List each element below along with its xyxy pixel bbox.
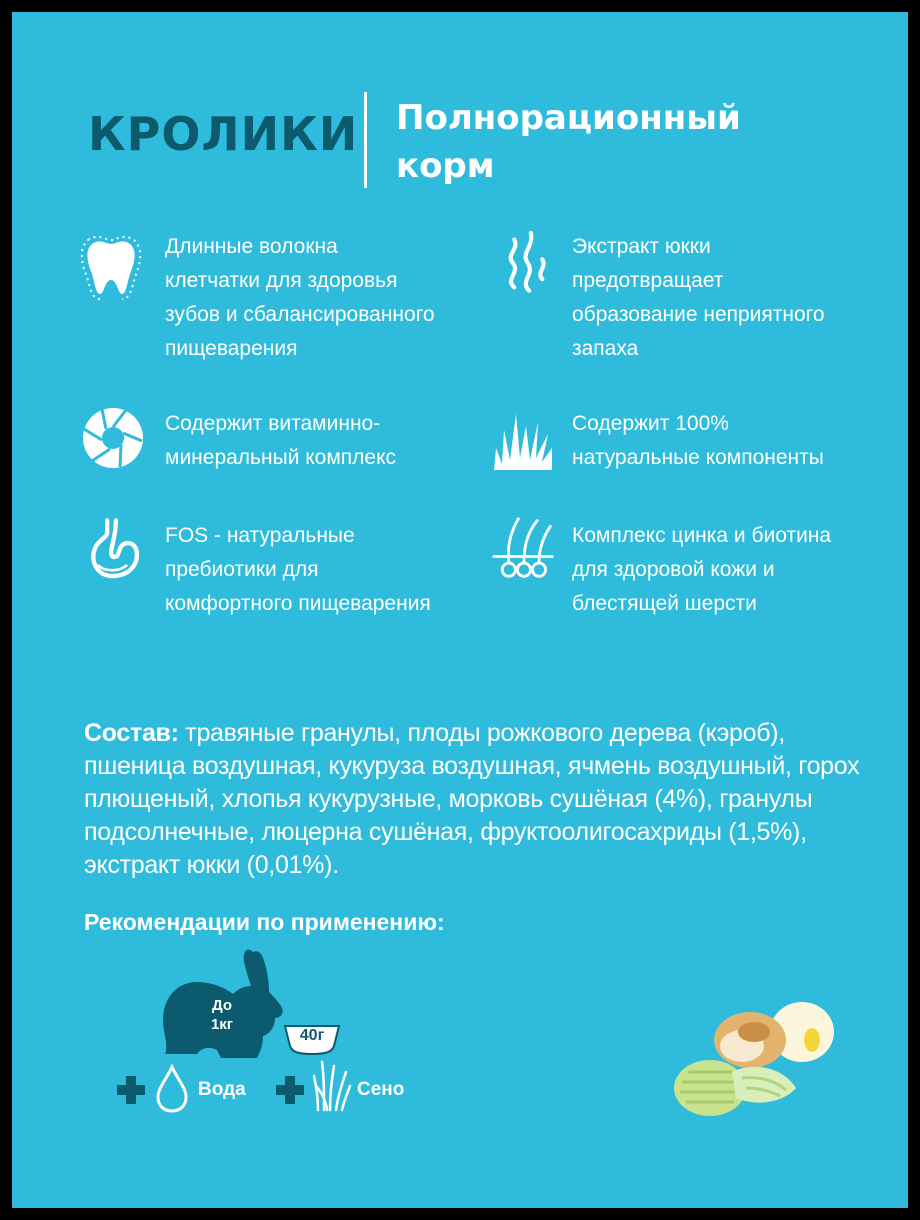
feature-line: для здоровой кожи и	[572, 558, 775, 581]
feature-line: натуральные компоненты	[572, 446, 824, 469]
water-label: Вода	[198, 1079, 246, 1100]
feature-line: блестящей шерсти	[572, 592, 757, 615]
stomach-icon	[82, 517, 148, 583]
feature-fiber	[165, 230, 435, 366]
water-drop-icon	[154, 1064, 190, 1114]
feature-line: образование неприятного	[572, 303, 825, 326]
composition-body: травяные гранулы, плоды рожкового дерева (кэроб), пшеница воздушная, кукуруза воздушная, ячмень воздушный, горох плющеный, хлопья кукурузные, морковь сушёная (4%), гранулы подсолнечные, люцерна сушёная, фруктоолигосахриды (1,5%), экстракт юкки (0,01%).	[84, 719, 860, 879]
feature-line: зубов и сбалансированного	[165, 303, 435, 326]
feature-line: пребиотики для	[165, 558, 319, 581]
product-card	[12, 12, 908, 1208]
feature-line: пищеварения	[165, 337, 298, 360]
recommendations-title: Рекомендации по применению:	[84, 909, 445, 935]
feature-line: предотвращает	[572, 269, 724, 292]
food-pellets-image	[662, 992, 842, 1122]
feature-line: Длинные волокна	[165, 235, 338, 258]
subtitle-line-1: Полнорационный	[396, 98, 741, 138]
feature-fos	[165, 519, 431, 621]
odor-waves-icon	[492, 228, 558, 294]
aperture-icon	[80, 405, 146, 471]
subtitle-line-2: корм	[396, 146, 495, 186]
composition-text	[84, 717, 874, 882]
weight-line-2: 1кг	[210, 1016, 234, 1033]
feature-natural	[572, 407, 824, 475]
feature-yucca	[572, 230, 825, 366]
grass-icon	[490, 408, 556, 474]
feature-line: Содержит витаминно-	[165, 412, 381, 435]
feature-vitamins	[165, 407, 396, 475]
title-divider	[364, 92, 367, 188]
feature-line: Содержит 100%	[572, 412, 729, 435]
page-subtitle	[396, 94, 741, 190]
feature-line: Комплекс цинка и биотина	[572, 524, 832, 547]
feature-line: FOS - натуральные	[165, 524, 355, 547]
portion-label: 40г	[299, 1027, 325, 1044]
hair-follicle-icon	[490, 515, 556, 581]
weight-label	[200, 996, 244, 1034]
weight-line-1: До	[211, 997, 233, 1014]
feature-line: комфортного пищеварения	[165, 592, 431, 615]
page-title: КРОЛИКИ	[88, 107, 359, 161]
feature-zinc-biotin	[572, 519, 831, 621]
plus-icon	[115, 1074, 147, 1106]
feature-line: клетчатки для здоровья	[165, 269, 398, 292]
plus-icon	[274, 1074, 306, 1106]
hay-label: Сено	[357, 1079, 405, 1100]
tooth-icon	[78, 234, 144, 300]
feature-line: запаха	[572, 337, 639, 360]
feature-line: минеральный комплекс	[165, 446, 397, 469]
hay-icon	[312, 1056, 352, 1112]
feature-line: Экстракт юкки	[572, 235, 711, 258]
composition-label: Состав:	[84, 719, 179, 747]
